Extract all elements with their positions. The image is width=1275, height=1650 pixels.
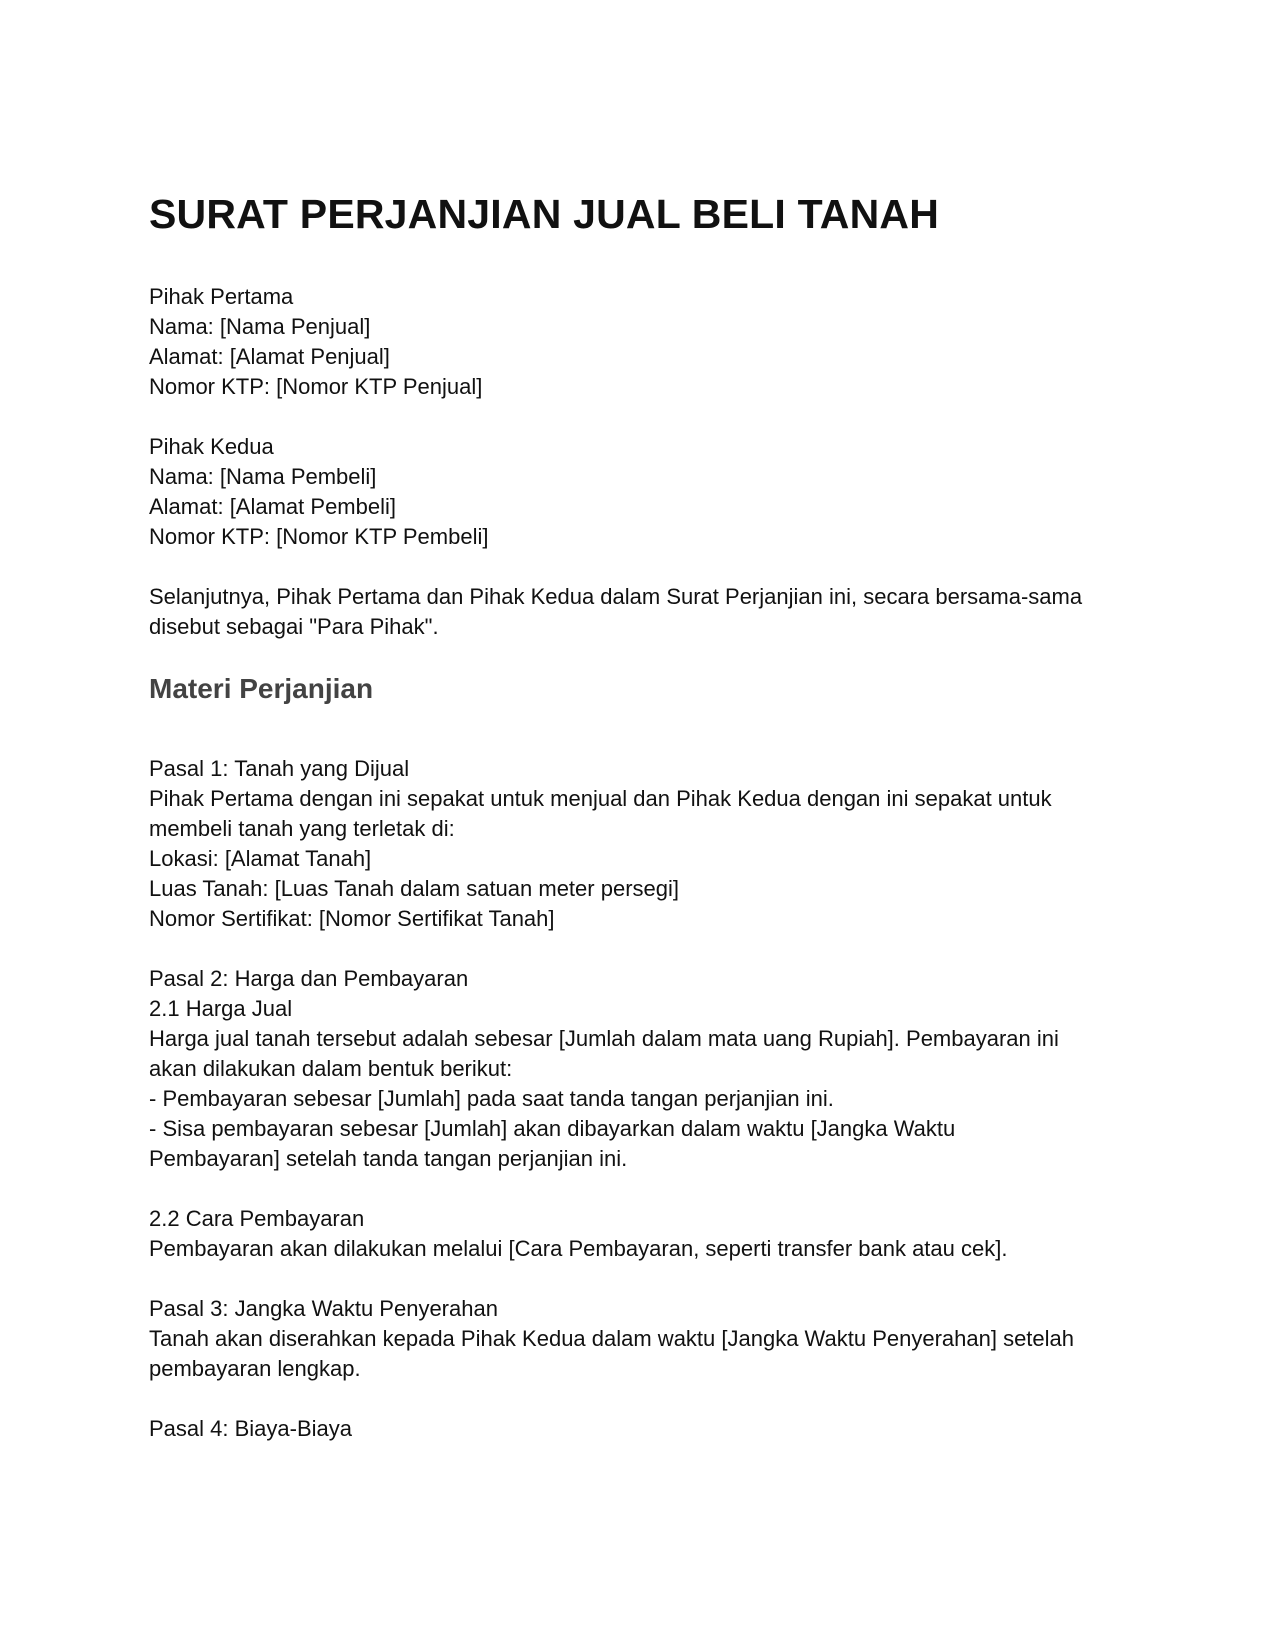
pasal-2-sub-2-line: Pembayaran akan dilakukan melalui [Cara Pembayaran, seperti transfer bank atau cek]. xyxy=(149,1236,1008,1261)
pihak-kedua-alamat: Alamat: [Alamat Pembeli] xyxy=(149,494,396,519)
pasal-2-heading: Pasal 2: Harga dan Pembayaran xyxy=(149,966,469,991)
pasal-2-line-1: Harga jual tanah tersebut adalah sebesar [Jumlah dalam mata uang Rupiah]. Pembayaran ini xyxy=(149,1026,1059,1051)
document-title: SURAT PERJANJIAN JUAL BELI TANAH xyxy=(149,191,940,237)
pasal-3-line-1: Tanah akan diserahkan kepada Pihak Kedua dalam waktu [Jangka Waktu Penyerahan] setelah xyxy=(149,1326,1075,1351)
pasal-2-sub-1: 2.1 Harga Jual xyxy=(149,996,293,1021)
pasal-3-heading: Pasal 3: Jangka Waktu Penyerahan xyxy=(149,1296,498,1321)
pasal-3-block xyxy=(149,1294,1139,1384)
intro-paragraph xyxy=(149,582,1139,642)
pasal-2-block xyxy=(149,964,1139,1174)
pihak-pertama-nama: Nama: [Nama Penjual] xyxy=(149,314,371,339)
pasal-4-block xyxy=(149,1414,1139,1444)
pasal-2-bullet-2-line-1: - Sisa pembayaran sebesar [Jumlah] akan dibayarkan dalam waktu [Jangka Waktu xyxy=(149,1116,956,1141)
pasal-1-heading: Pasal 1: Tanah yang Dijual xyxy=(149,756,410,781)
pasal-1-luas: Luas Tanah: [Luas Tanah dalam satuan meter persegi] xyxy=(149,876,679,901)
pihak-pertama-alamat: Alamat: [Alamat Penjual] xyxy=(149,344,390,369)
pasal-2-line-2: akan dilakukan dalam bentuk berikut: xyxy=(149,1056,513,1081)
pihak-pertama-block xyxy=(149,282,1139,402)
pihak-kedua-nama: Nama: [Nama Pembeli] xyxy=(149,464,377,489)
document-content xyxy=(149,190,1139,1474)
pasal-2-bullet-1: - Pembayaran sebesar [Jumlah] pada saat tanda tangan perjanjian ini. xyxy=(149,1086,834,1111)
pasal-3-line-2: pembayaran lengkap. xyxy=(149,1356,361,1381)
section-heading-materi: Materi Perjanjian xyxy=(149,673,374,704)
intro-line-2: disebut sebagai "Para Pihak". xyxy=(149,614,439,639)
pasal-4-heading: Pasal 4: Biaya-Biaya xyxy=(149,1416,352,1441)
pasal-2-2-block xyxy=(149,1204,1139,1264)
pasal-2-bullet-2-line-2: Pembayaran] setelah tanda tangan perjanjian ini. xyxy=(149,1146,628,1171)
intro-line-1: Selanjutnya, Pihak Pertama dan Pihak Kedua dalam Surat Perjanjian ini, secara bersama-sama xyxy=(149,584,1083,609)
pihak-kedua-heading: Pihak Kedua xyxy=(149,434,274,459)
pihak-kedua-ktp: Nomor KTP: [Nomor KTP Pembeli] xyxy=(149,524,489,549)
pasal-2-sub-2: 2.2 Cara Pembayaran xyxy=(149,1206,365,1231)
pasal-1-line-1: Pihak Pertama dengan ini sepakat untuk menjual dan Pihak Kedua dengan ini sepakat untuk xyxy=(149,786,1052,811)
pasal-1-block xyxy=(149,754,1139,934)
pihak-kedua-block xyxy=(149,432,1139,552)
pasal-1-line-2: membeli tanah yang terletak di: xyxy=(149,816,455,841)
pihak-pertama-heading: Pihak Pertama xyxy=(149,284,294,309)
pasal-1-lokasi: Lokasi: [Alamat Tanah] xyxy=(149,846,372,871)
pasal-1-sertifikat: Nomor Sertifikat: [Nomor Sertifikat Tanah] xyxy=(149,906,555,931)
pihak-pertama-ktp: Nomor KTP: [Nomor KTP Penjual] xyxy=(149,374,483,399)
